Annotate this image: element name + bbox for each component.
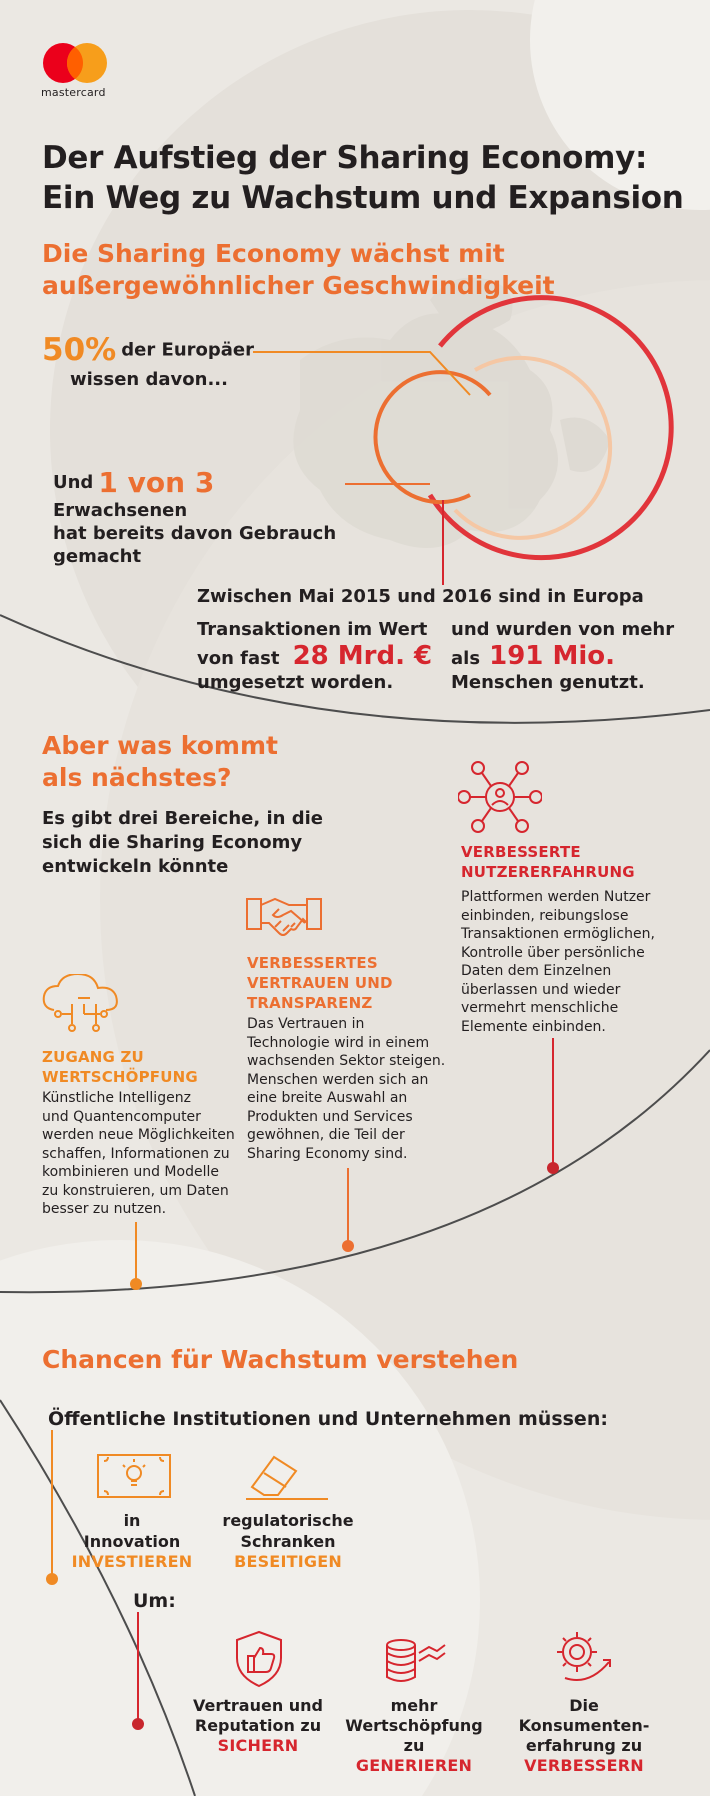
stat1-text2: wissen davon... [70,369,228,390]
um-label: Um: [133,1590,176,1612]
section1-heading: Die Sharing Economy wächst mit außergewöhnlicher Geschwindigkeit [42,239,555,300]
thumbs-up-shield-icon [232,1630,286,1688]
stat1-text1: der Europäer [121,339,255,361]
users-value: 191 Mio. [489,641,615,671]
area-access-value: ZUGANG ZU WERTSCHÖPFUNG Künstliche Intelligenz und Quantencomputer werden neue Möglichkeiten schaffen, Informationen zu kombinieren und Modelle zu konstruieren, um Daten besser zu nutzen. [42,1048,235,1217]
action-invest: in Innovation INVESTIEREN [71,1511,193,1571]
area-user-experience: VERBESSERTE NUTZERERFAHRUNG Plattformen werden Nutzer einbinden, reibungslose Transaktionen ermöglichen, Kontrolle über persönliche Daten dem Einzelnen überlassen und wieder vermehrt menschliche Elemente einbinden. [461,843,655,1035]
users-stat: und wurden von mehr als 191 Mio. Menschen genutzt. [451,619,675,693]
handshake-icon [245,893,323,939]
coins-growth-icon [381,1637,447,1687]
gear-growth-icon [551,1630,621,1686]
period-text: Zwischen Mai 2015 und 2016 sind in Europa [197,586,644,607]
mastercard-logo [41,42,117,98]
stat-50-percent [42,332,272,391]
section3-must: Öffentliche Institutionen und Unternehmen müssen: [48,1408,608,1430]
goal-improve-experience: Die Konsumenten- erfahrung zu VERBESSERN [518,1696,650,1775]
page-title [42,138,702,218]
stat-1-of-3: Und 1 von 3 Erwachsenen hat bereits davon Gebrauch gemacht [53,466,337,567]
area-trust-transparency: VERBESSERTES VERTRAUEN UND TRANSPARENZ Das Vertrauen in Technologie wird in einem wachsenden Sektor steigen. Menschen werden sich an eine breite Auswahl an Produkten und Services gewöhnen, die Teil der Sharing Economy sind. [247,954,446,1162]
lightbulb-icon [96,1453,172,1499]
cloud-network-icon [42,974,126,1034]
stat2-value: 1 von 3 [98,466,215,499]
transactions-stat: Transaktionen im Wert von fast 28 Mrd. € umgesetzt worden. [197,619,433,693]
title-line-1: Der Aufstieg der Sharing Economy: [42,140,648,176]
goal-generate-value: mehr Wertschöpfung zu GENERIEREN [345,1696,483,1775]
title-line-2: Ein Weg zu Wachstum und Expansion [42,180,684,216]
section3-heading: Chancen für Wachstum verstehen [42,1345,519,1374]
section2-heading: Aber was kommt als nächstes? [42,731,278,792]
section2-intro: Es gibt drei Bereiche, in die sich die Sharing Economy entwickeln könnte [42,808,323,877]
action-remove-barriers: regulatorische Schranken BESEITIGEN [222,1511,354,1571]
goal-secure-trust: Vertrauen und Reputation zu SICHERN [192,1696,324,1755]
transactions-value: 28 Mrd. € [292,641,433,671]
brand-wordmark: mastercard [41,86,106,99]
user-network-icon [458,760,542,834]
stat1-value: 50% [42,332,117,368]
eraser-icon [244,1453,330,1503]
